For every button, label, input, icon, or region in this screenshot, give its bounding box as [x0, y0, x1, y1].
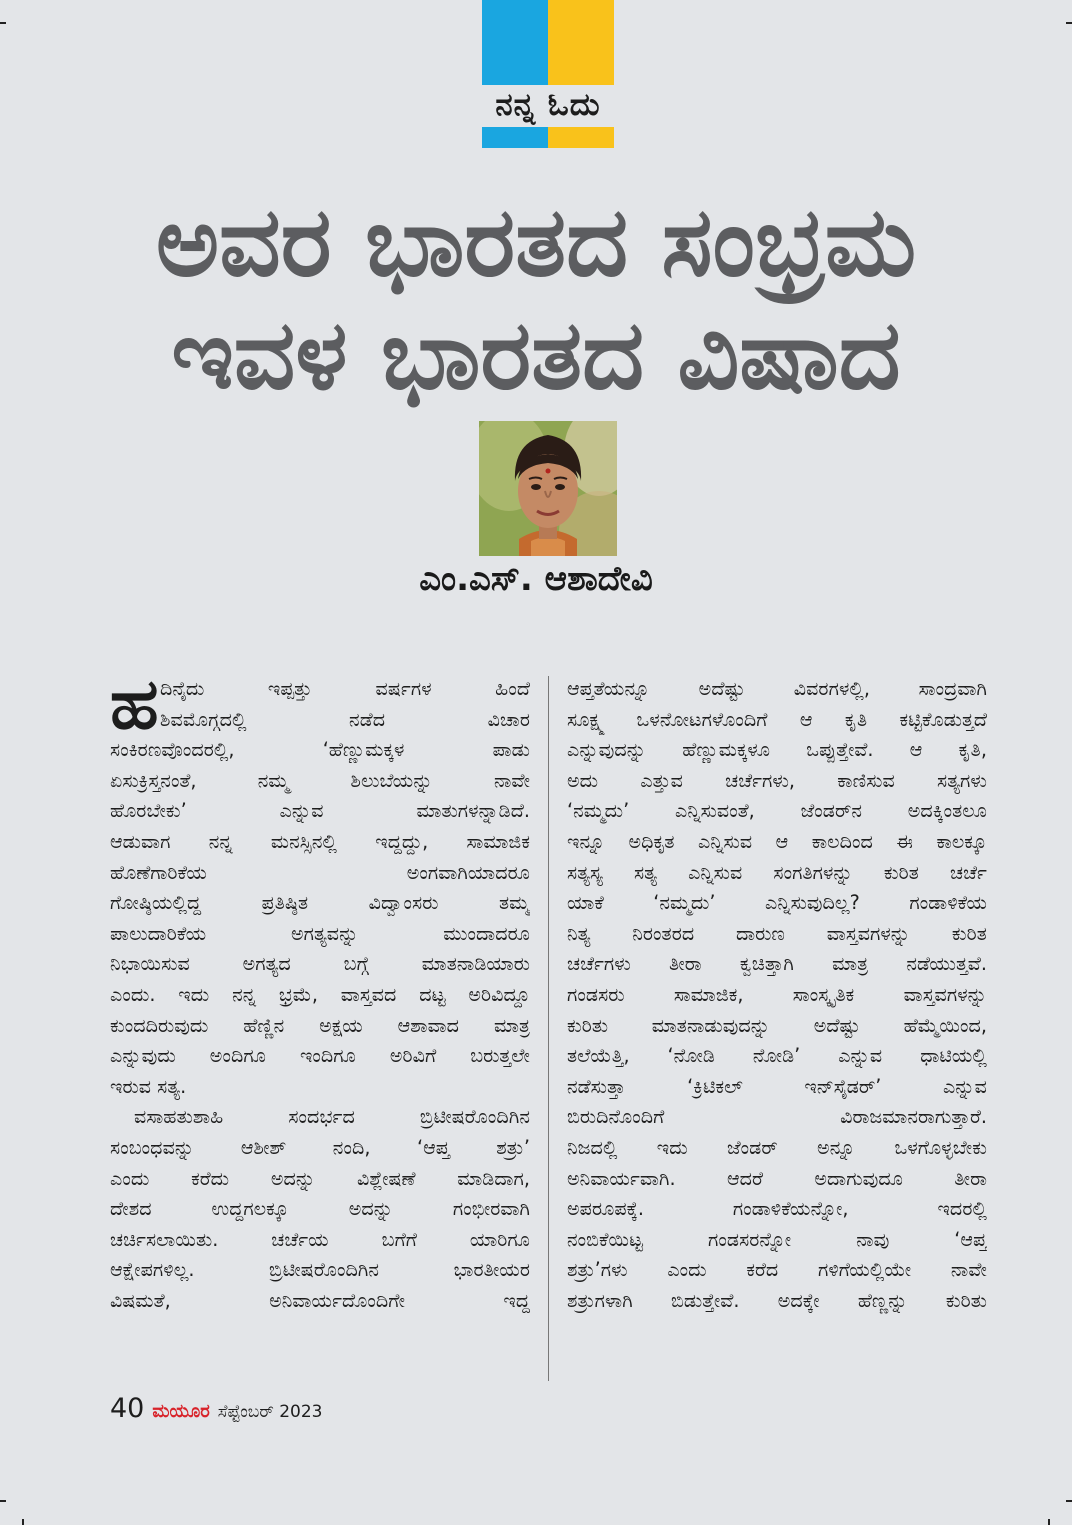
- text-line: [110, 1286, 530, 1317]
- text-line: [110, 1225, 530, 1256]
- text-line: [110, 1133, 530, 1164]
- text-word: ವಿವರಗಳಲ್ಲಿ,: [793, 677, 870, 700]
- text-word: ಎನ್ನುವ: [942, 1074, 987, 1098]
- text-word: ಕ್ವಚಿತ್ತಾಗಿ: [739, 952, 794, 976]
- text-line: [110, 949, 530, 980]
- text-word: ವಿದ್ವಾಂಸರು: [368, 891, 439, 915]
- text-line: [567, 796, 987, 827]
- column-divider: [548, 676, 549, 1381]
- text-line: [110, 888, 530, 919]
- text-word: ‘ನೋಡಿ: [667, 1044, 715, 1068]
- text-word: ಏಸುಕ್ರಿಸ್ತನಂತೆ,: [110, 768, 197, 792]
- text-word: ವಾಸ್ತವದ: [340, 982, 397, 1006]
- text-word: ಬರುತ್ತಲೇ: [470, 1044, 530, 1068]
- text-line: [110, 1072, 530, 1103]
- text-line: [110, 1194, 530, 1225]
- text-word: ಕೃತಿ,: [958, 738, 987, 762]
- text-word: ಬ್ರಿಟೀಷರೊಂದಿಗಿನ: [419, 1105, 530, 1129]
- text-word: ಸತ್ಯ: [633, 860, 657, 884]
- text-word: ವರ್ಷಗಳ: [375, 677, 432, 700]
- text-word: ಆಕ್ಷೇಪಗಳಿಲ್ಲ.: [110, 1258, 195, 1282]
- text-word: ಭಾರತೀಯರ: [453, 1258, 530, 1282]
- text-line: [567, 1255, 987, 1286]
- text-word: ತಮ್ಮ: [498, 891, 530, 915]
- text-word: ಅಂದಿಗೂ: [209, 1044, 266, 1068]
- text-word: ನಡೆಯುತ್ತವೆ.: [906, 952, 987, 976]
- text-word: ಸಂದರ್ಭದ: [288, 1105, 355, 1129]
- text-word: ನಾವೇ: [950, 1258, 987, 1282]
- text-line: [110, 1255, 530, 1286]
- headline-line-1: ಅವರ ಭಾರತದ ಸಂಭ್ರಮ: [155, 186, 917, 298]
- text-word: ಉದ್ದಗಲಕ್ಕೂ: [211, 1197, 289, 1221]
- text-word: ಶತ್ರು’ಗಳು: [567, 1258, 628, 1282]
- text-word: ಒಪ್ಪುತ್ತೇವೆ.: [806, 738, 874, 762]
- text-word: ಅಂಗವಾಗಿಯಾದರೂ: [406, 860, 530, 884]
- text-word: ಒಳಗೊಳ್ಳಬೇಕು: [894, 1135, 987, 1159]
- text-word: ಮಾತನಾಡುವುದನ್ನು: [651, 1013, 771, 1037]
- text-word: ಅಗತ್ಯದ: [242, 952, 291, 976]
- text-word: ಆ: [909, 738, 923, 762]
- text-line: [567, 919, 987, 950]
- text-word: ಹೆಮ್ಮೆಯಿಂದ,: [903, 1013, 987, 1037]
- text-word: ಎನ್ನುವುದು: [110, 1044, 176, 1068]
- text-word: ದಾರುಣ: [736, 921, 786, 945]
- text-word: ಕುರಿತ: [883, 860, 919, 884]
- text-word: ವಾಸ್ತವಗಳನ್ನು: [903, 982, 987, 1006]
- text-line: [567, 1164, 987, 1195]
- text-word: ವಸಾಹತುಶಾಹಿ: [134, 1105, 224, 1129]
- text-word: ಇದು: [178, 982, 210, 1006]
- text-word: ಸಂಗತಿಗಳನ್ನು: [773, 860, 853, 884]
- text-word: ಹೆಣ್ಣುಮಕ್ಕಳೂ: [682, 738, 771, 762]
- text-word: ಭ್ರಮೆ,: [278, 982, 318, 1006]
- text-word: ಎತ್ತುವ: [640, 768, 683, 792]
- body-column-left: [110, 663, 530, 1316]
- text-word: ಗಳಿಗೆಯಲ್ಲಿಯೇ: [817, 1258, 912, 1282]
- text-word: ಪಾಡು: [492, 738, 530, 762]
- text-line: [110, 919, 530, 950]
- text-line: [567, 949, 987, 980]
- text-word: ಆದರೆ: [727, 1166, 763, 1190]
- text-word: ಆ: [775, 829, 789, 853]
- text-word: ಇಪ್ಪತ್ತು: [267, 677, 312, 700]
- crop-mark: [0, 22, 6, 24]
- text-word: ಆಡುವಾಗ: [110, 829, 171, 853]
- text-word: ‘ಆಪ್ತ: [954, 1227, 987, 1251]
- text-word: ಇದ್ದದ್ದು,: [375, 829, 429, 853]
- text-word: ನಿಜದಲ್ಲಿ: [567, 1135, 618, 1159]
- logo-yellow-block: [548, 0, 614, 85]
- text-word: ಸಂಬಂಧವನ್ನು: [110, 1135, 195, 1159]
- text-word: ಧಾಟಿಯಲ್ಲಿ: [920, 1044, 987, 1068]
- page-number: 40: [110, 1393, 145, 1424]
- text-word: ಕುರಿತು: [567, 1013, 609, 1037]
- text-word: ಎನ್ನುವ: [279, 799, 324, 823]
- text-word: ಬಿಡುತ್ತೇವೆ.: [670, 1288, 740, 1312]
- text-word: ಹಿಂದೆ: [495, 677, 530, 700]
- text-word: ಶತ್ರು’: [496, 1135, 530, 1159]
- text-word: ಚರ್ಚೆಗಳು,: [725, 768, 796, 792]
- text-line: [567, 980, 987, 1011]
- text-word: ಅದನ್ನು: [348, 1197, 394, 1221]
- text-word: ಶತ್ರುಗಳಾಗಿ: [567, 1288, 633, 1312]
- text-line: [567, 1194, 987, 1225]
- text-word: ಹೆಣ್ಣನ್ನು: [857, 1288, 908, 1312]
- text-line: [110, 827, 530, 858]
- text-word: ‘ಆಪ್ತ: [417, 1135, 450, 1159]
- crop-mark: [1048, 1519, 1050, 1525]
- text-word: ಕರೆದು: [191, 1166, 230, 1190]
- text-word: ಚರ್ಚೆ: [950, 860, 987, 884]
- text-word: ಬಗೆಗೆ: [381, 1227, 417, 1251]
- text-line: [567, 1225, 987, 1256]
- text-word: ಯಾರಿಗೂ: [469, 1227, 530, 1251]
- text-word: ಇನ್‌ಸೈಡರ್’: [804, 1074, 882, 1098]
- text-line: [110, 705, 530, 736]
- text-word: ಚರ್ಚಿಸಲಾಯಿತು.: [110, 1227, 219, 1251]
- text-word: ಬಿರುದಿನೊಂದಿಗೆ: [567, 1105, 665, 1129]
- text-word: ಎನ್ನಿಸುವಂತೆ,: [675, 799, 755, 823]
- text-word: ನೋಡಿ’: [752, 1044, 801, 1068]
- text-word: ಒಳನೋಟಗಳೊಂದಿಗೆ: [636, 707, 768, 731]
- text-word: ಸತ್ಯಸ್ಯ: [567, 860, 603, 884]
- text-word: ಎನ್ನುವುದನ್ನು: [567, 738, 647, 762]
- text-word: ‘ನಮ್ಮದು’: [653, 891, 716, 915]
- text-word: ಜೆಂಡರ್‌ನ: [800, 799, 862, 823]
- text-line: [567, 827, 987, 858]
- text-word: ನಿಭಾಯಿಸುವ: [110, 952, 190, 976]
- text-word: ಬಗ್ಗೆ: [343, 952, 369, 976]
- crop-mark: [0, 1500, 6, 1502]
- text-word: ಮಾಡಿದಾಗ,: [457, 1166, 530, 1190]
- text-line: [567, 888, 987, 919]
- text-line: [110, 674, 530, 705]
- text-line: [567, 1041, 987, 1072]
- text-word: ಆಪ್ತತೆಯನ್ನೂ: [567, 677, 650, 700]
- text-word: ಮುಂದಾದರೂ: [443, 921, 530, 945]
- text-word: ಅಪರೂಪಕ್ಕೆ.: [567, 1197, 644, 1221]
- text-word: ಅಧಿಕೃತ: [628, 829, 675, 853]
- text-word: ಇದ್ದ: [503, 1288, 530, 1312]
- text-word: ಕುಂದದಿರುವುದು: [110, 1013, 209, 1037]
- text-word: ಗಂಡಾಳಿಕೆಯ: [909, 891, 987, 915]
- text-word: ನಿತ್ಯ: [567, 921, 591, 945]
- text-line: [567, 705, 987, 736]
- text-word: ಕೃತಿ: [844, 707, 868, 731]
- text-word: ಅನಿವಾರ್ಯದೊಂದಿಗೇ: [269, 1288, 405, 1312]
- text-word: ವಿರಾಜಮಾನರಾಗುತ್ತಾರೆ.: [840, 1105, 987, 1129]
- text-word: ಸಾಮಾಜಿಕ,: [673, 982, 744, 1006]
- author-name: ಎಂ.ಎಸ್. ಆಶಾದೇವಿ: [419, 559, 653, 599]
- text-word: ‘ನಮ್ಮದು’: [567, 799, 630, 823]
- text-word: ಅಗತ್ಯವನ್ನು: [290, 921, 359, 945]
- text-word: ಅರಿವಿದ್ದೂ: [468, 982, 530, 1006]
- logo-yellow-strip: [548, 127, 614, 148]
- magazine-brand: ಮಯೂರ: [152, 1401, 210, 1422]
- text-word: ಪ್ರತಿಷ್ಠಿತ: [261, 891, 309, 915]
- text-word: ಅದೆಷ್ಟು: [813, 1013, 861, 1037]
- crop-mark: [22, 1519, 24, 1525]
- text-word: ಈ: [896, 829, 913, 853]
- text-line: [567, 766, 987, 797]
- column-logo: [482, 0, 614, 148]
- text-word: ‘ಹೆಣ್ಣುಮಕ್ಕಳ: [322, 738, 405, 762]
- text-word: ಪಾಲುದಾರಿಕೆಯ: [110, 921, 207, 945]
- text-line: [567, 735, 987, 766]
- text-word: ಅನಿವಾರ್ಯವಾಗಿ.: [567, 1166, 676, 1190]
- text-word: ಸಾಮಾಜಿಕ: [466, 829, 530, 853]
- text-line: [110, 1041, 530, 1072]
- text-word: ಗಂಭೀರವಾಗಿ: [452, 1197, 530, 1221]
- text-word: ಸಾಂಸ್ಕೃತಿಕ: [792, 982, 855, 1006]
- text-word: ಎಂದು.: [110, 982, 156, 1006]
- text-word: ಗಂಡಸರು: [567, 982, 625, 1006]
- page-footer: [110, 1393, 322, 1429]
- text-word: ಶಿವಮೊಗ್ಗದಲ್ಲಿ: [160, 707, 247, 731]
- text-word: ನಂಬಿಕೆಯಿಟ್ಟ: [567, 1227, 643, 1251]
- text-line: [567, 858, 987, 889]
- text-word: ದಟ್ಟ: [419, 982, 446, 1006]
- author-photo: [479, 421, 617, 556]
- text-word: ನಮ್ಮ: [257, 768, 290, 792]
- text-word: ಅದನ್ನು: [270, 1166, 316, 1190]
- crop-mark: [1066, 1500, 1072, 1502]
- text-word: ಹೊಣೆಗಾರಿಕೆಯ: [110, 860, 207, 884]
- text-word: ದಿನೈದು: [160, 677, 205, 700]
- text-word: ಶಿಲುಬೆಯನ್ನು: [350, 768, 433, 792]
- text-word: ಮಾತುಗಳನ್ನಾಡಿದೆ.: [416, 799, 530, 823]
- text-word: ಗಂಡಸರನ್ನೋ: [707, 1227, 792, 1251]
- text-word: ಎಂದು: [110, 1166, 150, 1190]
- text-word: ಅದೆಷ್ಟು: [698, 677, 746, 700]
- text-word: ಮಾತನಾಡಿಯಾರು: [421, 952, 530, 976]
- text-word: ಇನ್ನೂ: [567, 829, 605, 853]
- text-line: [110, 796, 530, 827]
- text-word: ‘ಕ್ರಿಟಿಕಲ್: [687, 1074, 743, 1098]
- text-word: ಬ್ರಿಟೀಷರೊಂದಿಗಿನ: [269, 1258, 380, 1282]
- text-word: ನಿರಂತರದ: [632, 921, 695, 945]
- text-word: ನಡೆದ: [349, 707, 386, 731]
- text-word: ಇದು: [656, 1135, 688, 1159]
- text-word: ಆ: [799, 707, 813, 731]
- text-word: ಅದಾಗುವುದೂ: [814, 1166, 903, 1190]
- text-word: ಗೋಷ್ಠಿಯಲ್ಲಿದ್ದ: [110, 891, 202, 915]
- body-column-right: [567, 674, 987, 1316]
- text-word: ಸೂಕ್ಷ್ಮ: [567, 707, 605, 731]
- logo-blue-block: [482, 0, 548, 85]
- text-word: ಎನ್ನುವ: [838, 1044, 883, 1068]
- text-line: [567, 674, 987, 705]
- text-word: ಇದರಲ್ಲಿ: [937, 1197, 987, 1221]
- text-line: [110, 766, 530, 797]
- text-word: ಎಂದು: [667, 1258, 707, 1282]
- text-line: [567, 1133, 987, 1164]
- text-word: ಕುರಿತ: [951, 921, 987, 945]
- text-word: ಗಂಡಾಳಿಕೆಯನ್ನೋ,: [732, 1197, 849, 1221]
- text-word: ನಡೆಸುತ್ತಾ: [567, 1074, 626, 1098]
- text-word: ಹೆಣ್ಣಿನ: [243, 1013, 285, 1037]
- text-line: [110, 1011, 530, 1042]
- headline-line-2: ಇವಳ ಭಾರತದ ವಿಷಾದ: [171, 299, 901, 411]
- text-word: ಮಾತ್ರ: [832, 952, 869, 976]
- text-word: ಅಕ್ಷಯ: [319, 1013, 363, 1037]
- text-word: ಮನಸ್ಸಿನಲ್ಲಿ: [270, 829, 337, 853]
- text-word: ಆಶಾವಾದ: [397, 1013, 460, 1037]
- text-word: ಯಾಕೆ: [567, 891, 604, 915]
- text-word: ಚರ್ಚೆಯ: [271, 1227, 329, 1251]
- drop-cap: ಹ: [110, 663, 159, 745]
- text-word: ನನ್ನ: [232, 982, 257, 1006]
- text-word: ತಲೆಯೆತ್ತಿ,: [567, 1044, 630, 1068]
- text-word: ಕಟ್ಟಿಕೊಡುತ್ತದೆ: [899, 707, 987, 731]
- text-word: ಇರುವ ಸತ್ಯ.: [110, 1074, 187, 1098]
- text-word: ಹೊರಬೇಕು’: [110, 799, 187, 823]
- column-label: ನನ್ನ ಓದು: [495, 87, 601, 123]
- text-line: [110, 980, 530, 1011]
- text-line: [567, 1011, 987, 1042]
- text-line: [110, 858, 530, 889]
- text-line: [567, 1286, 987, 1317]
- text-word: ಅರಿವಿಗೆ: [389, 1044, 437, 1068]
- author-portrait-illustration: [479, 421, 617, 556]
- text-line: [110, 1102, 530, 1133]
- text-word: ಎನ್ನಿಸುವುದಿಲ್ಲ?: [765, 891, 860, 915]
- text-line: [110, 1164, 530, 1195]
- text-word: ನಾವು: [856, 1227, 890, 1251]
- text-word: ವಿಚಾರ: [487, 707, 530, 731]
- text-word: ಎನ್ನಿಸುವ: [697, 829, 753, 853]
- text-word: ಜೆಂಡರ್: [727, 1135, 778, 1159]
- text-word: ವಿಷಮತೆ,: [110, 1288, 171, 1312]
- text-word: ಅದಕ್ಕೇ: [777, 1288, 820, 1312]
- text-word: ಇಂದಿಗೂ: [299, 1044, 356, 1068]
- text-word: ಅನ್ನೂ: [817, 1135, 856, 1159]
- text-word: ಕುರಿತು: [945, 1288, 987, 1312]
- text-word: ಕಾಣಿಸುವ: [837, 768, 895, 792]
- text-word: ತೀರಾ: [669, 952, 702, 976]
- text-word: ತೀರಾ: [954, 1166, 987, 1190]
- text-line: [110, 735, 530, 766]
- text-word: ಅದು: [567, 768, 599, 792]
- text-word: ನನ್ನ: [208, 829, 233, 853]
- text-word: ದೇಶದ: [110, 1197, 152, 1221]
- text-word: ನಂದಿ,: [332, 1135, 371, 1159]
- text-line: [567, 1102, 987, 1133]
- text-word: ಸಂಕಿರಣವೊಂದರಲ್ಲಿ,: [110, 738, 235, 762]
- text-line: [567, 1072, 987, 1103]
- text-word: ಕಾಲಕ್ಕೂ: [936, 829, 987, 853]
- text-word: ಅದಕ್ಕಿಂತಲೂ: [907, 799, 987, 823]
- text-word: ಚರ್ಚೆಗಳು: [567, 952, 631, 976]
- text-word: ಕಾಲದಿಂದ: [811, 829, 873, 853]
- text-word: ಕರೆದ: [746, 1258, 779, 1282]
- crop-mark: [1066, 22, 1072, 24]
- text-word: ಸತ್ಯಗಳು: [937, 768, 987, 792]
- text-word: ವಿಶ್ಲೇಷಣೆ: [357, 1166, 416, 1190]
- issue-date: ಸೆಪ್ಟೆಂಬರ್ 2023: [217, 1402, 323, 1422]
- text-word: ಆಶೀಶ್: [240, 1135, 287, 1159]
- text-word: ಎನ್ನಿಸುವ: [688, 860, 743, 884]
- text-word: ವಾಸ್ತವಗಳನ್ನು: [826, 921, 911, 945]
- text-word: ನಾವೇ: [493, 768, 530, 792]
- logo-blue-strip: [482, 127, 548, 148]
- text-word: ಸಾಂದ್ರವಾಗಿ: [918, 677, 987, 700]
- text-word: ಮಾತ್ರ: [493, 1013, 530, 1037]
